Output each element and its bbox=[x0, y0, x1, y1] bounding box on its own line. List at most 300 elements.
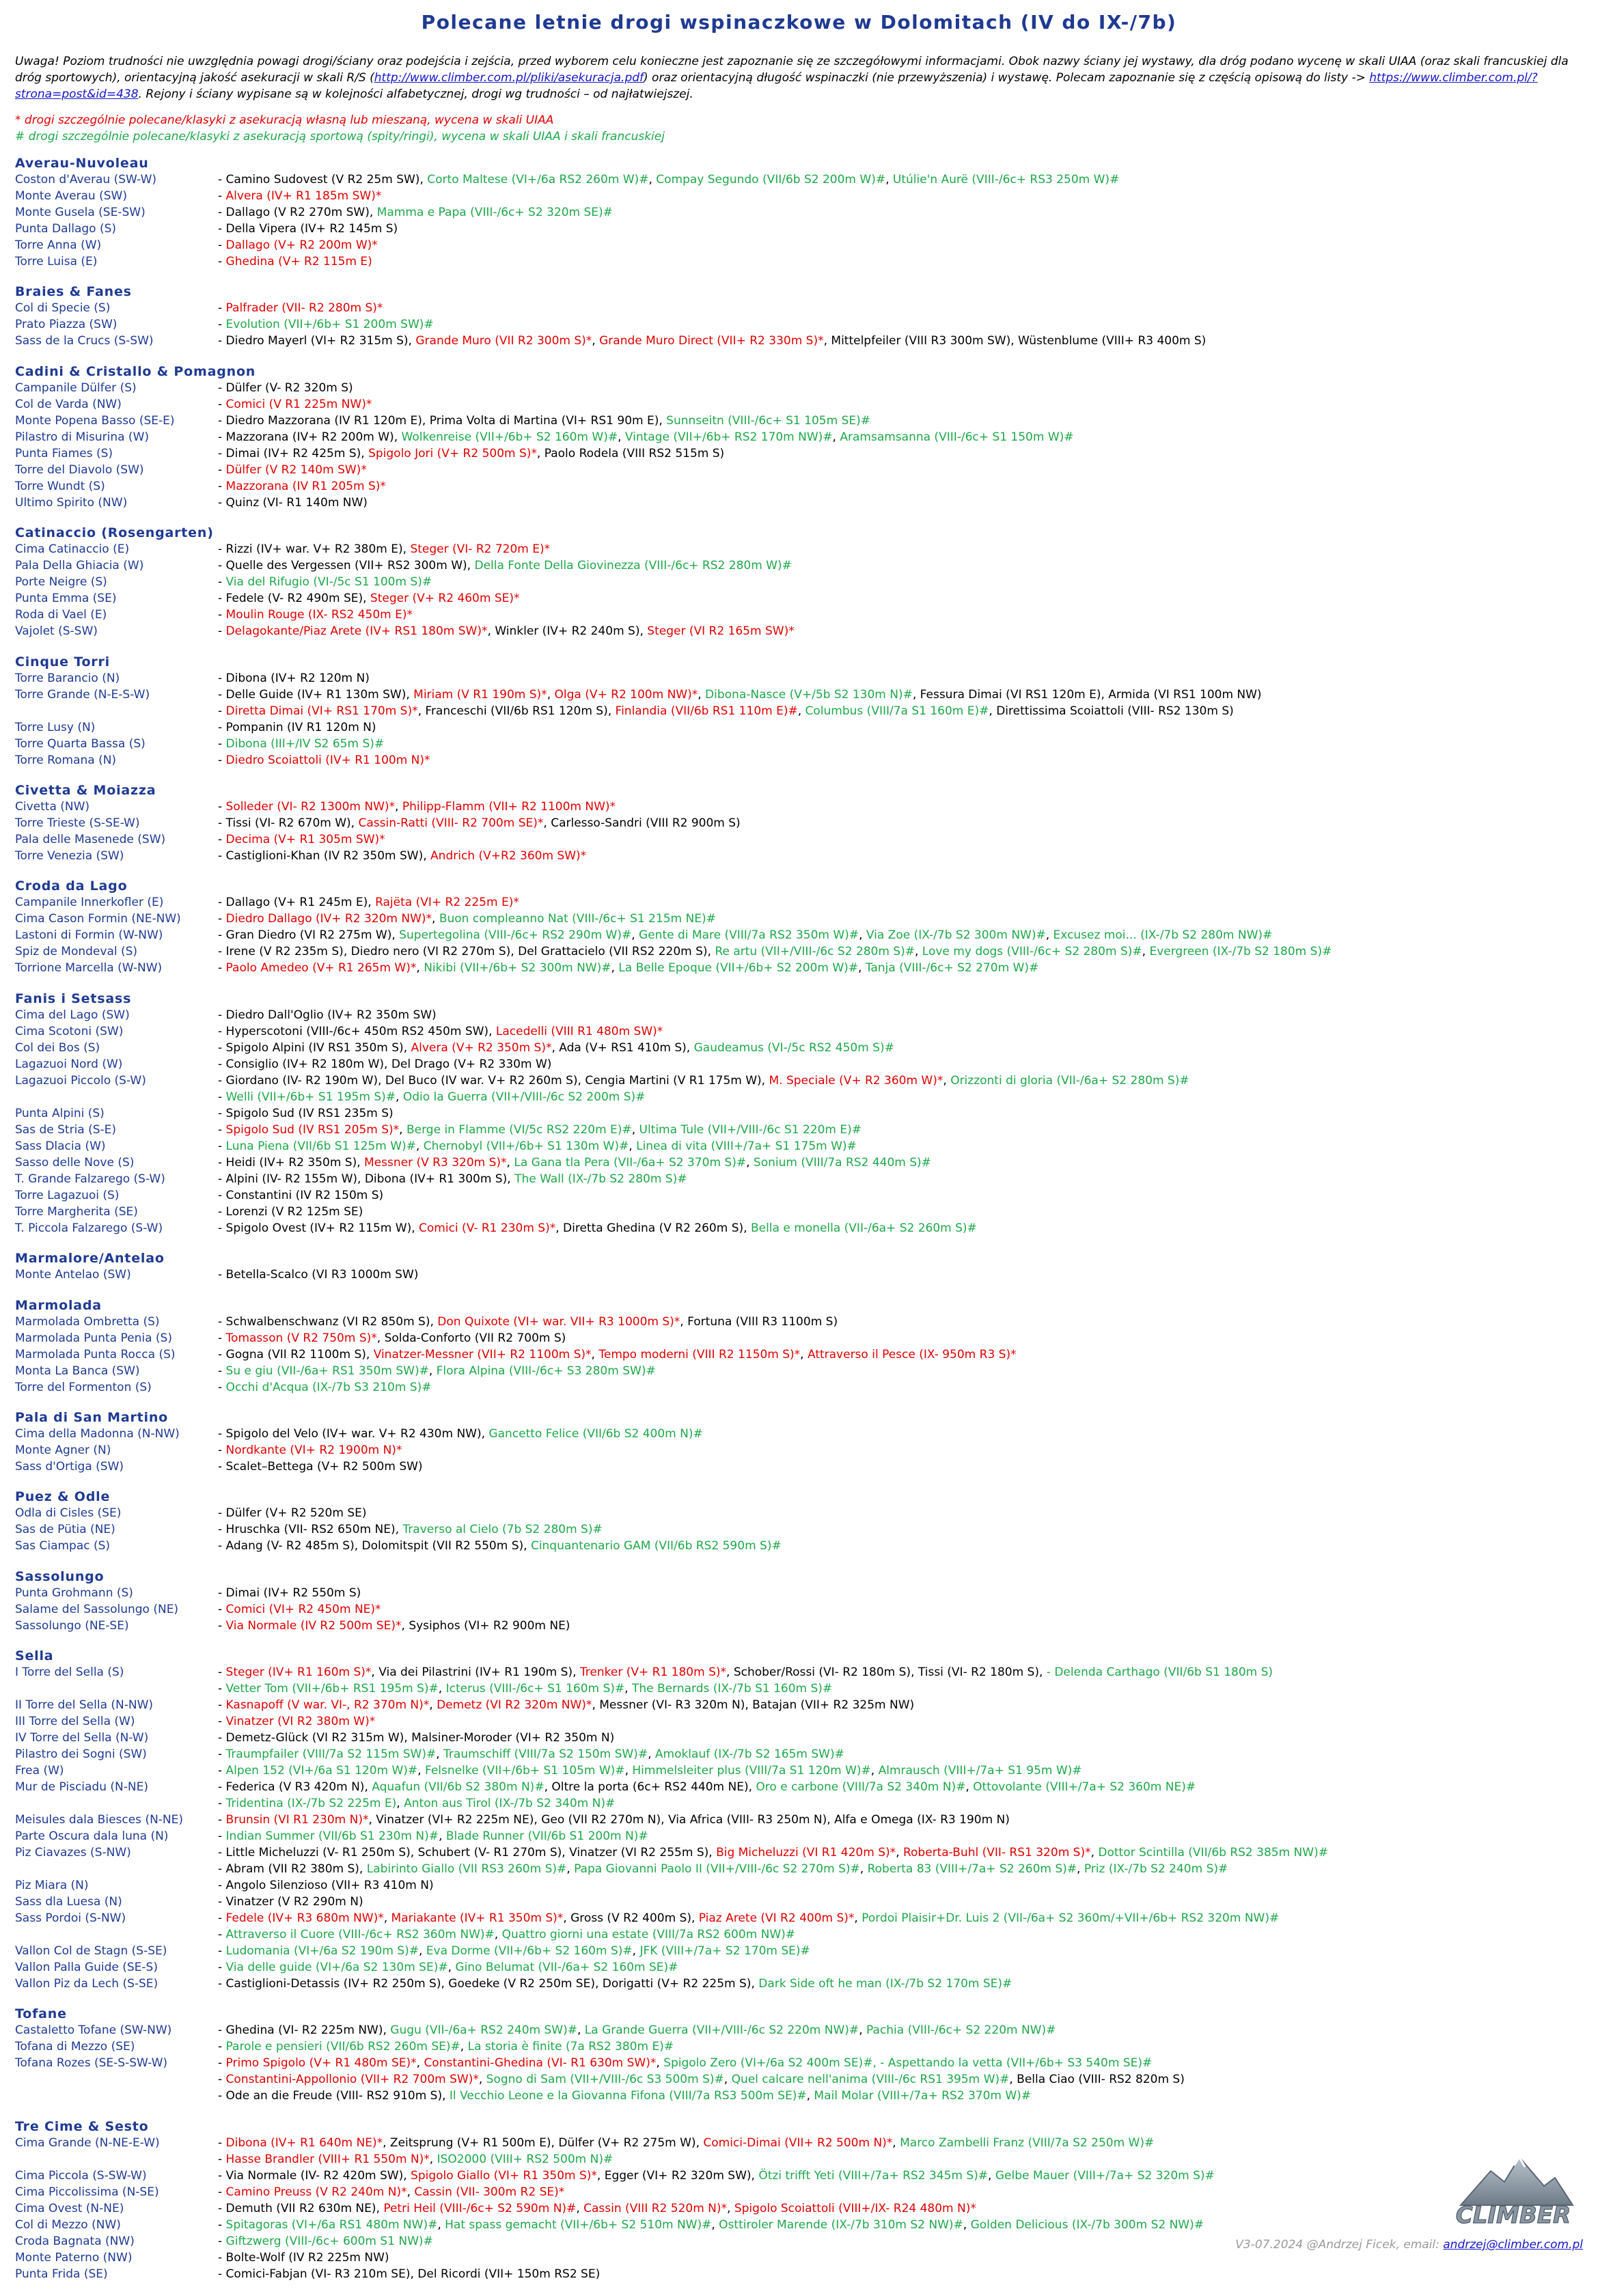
route-list-line: - Spigolo del Velo (IV+ war. V+ R2 430m NW), Gancetto Felice (VII/6b S2 400m N)# bbox=[218, 1426, 703, 1441]
wall-name: Sas de Pütia (NE) bbox=[15, 1523, 115, 1537]
wall-row bbox=[15, 1828, 1586, 1844]
route: Sysiphos (VI+ R2 900m NE) bbox=[409, 1618, 570, 1633]
route: Piaz Arete (VI R2 400m S)* bbox=[698, 1911, 855, 1926]
route-list-line: - Spitagoras (VI+/6a RS1 480m NW)#, Hat spass gemacht (VII+/6b+ S2 510m NW)#, Osttiroler Marende (IX-/7b 310m S2 NW)#, Golden Delicious (IX-/7b 300m S2 NW)# bbox=[218, 2217, 1204, 2232]
route: Berge in Flamme (VI/5c RS2 220m E)# bbox=[406, 1122, 632, 1137]
route: Grande Muro (VII R2 300m S)* bbox=[415, 334, 592, 348]
route: Mazzorana (IV+ R2 200m W) bbox=[225, 430, 394, 444]
route: Solleder (VI- R2 1300m NW)* bbox=[225, 799, 396, 814]
route: Castiglioni-Khan (IV R2 350m SW) bbox=[225, 848, 424, 863]
route-list-line: - Castiglioni-Detassis (IV+ R2 250m S), Goedeke (V R2 250m SE), Dorigatti (V+ R2 225m S), Dark Side oft he man (IX-/7b S2 170m SE)# bbox=[218, 1977, 1012, 1991]
region-title: Cadini & Cristallo & Pomagnon bbox=[15, 363, 256, 379]
route: Alfa e Omega (IX- R3 190m N) bbox=[834, 1813, 1010, 1827]
page-title: Polecane letnie drogi wspinaczkowe w Dolomitach (IV do IX-/7b) bbox=[421, 11, 1177, 33]
wall-name: Mur de Pisciadu (N-NE) bbox=[15, 1780, 148, 1795]
wall-row bbox=[15, 2151, 1586, 2168]
wall-name: I Torre del Sella (S) bbox=[15, 1665, 124, 1680]
wall-name: Sassolungo (NE-SE) bbox=[15, 1618, 129, 1633]
route: Attraverso il Cuore (VIII-/6c+ RS2 360m NW)# bbox=[225, 1928, 495, 1942]
wall-name: Torre Anna (W) bbox=[15, 238, 102, 252]
route: Pordoi Plaisir+Dr. Luis 2 (VII-/6a+ S2 360m/+VII+/6b+ RS2 320m NW)# bbox=[862, 1911, 1280, 1926]
route: The Bernards (IX-/7b S1 160m S)# bbox=[631, 1682, 833, 1696]
route-list-line: - Dibona (IV+ R1 640m NE)*, Zeitsprung (V+ R1 500m E), Dülfer (V+ R2 275m W), Comici-Dimai (VII+ R2 500m N)*, Marco Zambelli Franz (VIII/7a S2 250m W)# bbox=[218, 2135, 1155, 2150]
wall-row bbox=[15, 333, 1586, 349]
wall-row bbox=[15, 719, 1586, 736]
route: Diedro Dallago (IV+ R2 320m NW)* bbox=[225, 912, 432, 926]
route: Little Micheluzzi (V- R1 250m S) bbox=[225, 1846, 411, 1860]
wall-row bbox=[15, 736, 1586, 752]
route: Tissi (VI- R2 670m W) bbox=[225, 816, 351, 830]
route-list-line: - Constantini-Appollonio (VII+ R2 700m SW)*, Sogno di Sam (VII+/VIII-/6c S3 500m S)#, Quel calcare nell'anima (VIII-/6c RS1 395m W)#, Bella Ciao (VIII- RS2 820m S) bbox=[218, 2073, 1185, 2087]
route: Steger (VI- R2 720m E)* bbox=[410, 542, 551, 557]
wall-row bbox=[15, 848, 1586, 864]
route-list-line: - Luna Piena (VII/6b S1 125m W)#, Chernobyl (VII+/6b+ S1 130m W)#, Linea di vita (VIII+/7a+ S1 175m W)# bbox=[218, 1139, 857, 1153]
wall-name: Pilastro dei Sogni (SW) bbox=[15, 1747, 147, 1762]
route-list-line: - Angolo Silenzioso (VII+ R3 410m N) bbox=[218, 1879, 434, 1893]
route: Aramsamsanna (VIII-/6c+ S1 150m W)# bbox=[840, 430, 1074, 444]
route-list-line: - Hruschka (VII- RS2 650m NE), Traverso al Cielo (7b S2 280m S)# bbox=[218, 1523, 603, 1537]
wall-name: Torre Grande (N-E-S-W) bbox=[15, 687, 150, 702]
route-list-line: - Dallago (V R2 270m SW), Mamma e Papa (VIII-/6c+ S2 320m SE)# bbox=[218, 206, 613, 219]
route: Luna Piena (VII/6b S1 125m W)# bbox=[225, 1139, 416, 1153]
route: Prima Volta di Martina (VI+ RS1 90m E) bbox=[429, 413, 659, 428]
route: Dibona (IV+ R1 300m S) bbox=[364, 1172, 508, 1186]
wall-name: Torre Trieste (S-SE-W) bbox=[15, 816, 140, 830]
route: Adang (V- R2 485m S) bbox=[225, 1539, 355, 1553]
wall-row bbox=[15, 1943, 1586, 1959]
wall-row bbox=[15, 2184, 1586, 2200]
route: Cinquantenario GAM (VII/6b RS2 590m S)# bbox=[530, 1539, 782, 1553]
route: Federica (V R3 420m N) bbox=[225, 1780, 365, 1795]
region-title: Civetta & Moiazza bbox=[15, 782, 156, 798]
route-list-line: - Federica (V R3 420m N), Aquafun (VII/6b S2 380m N)#, Oltre la porta (6c+ RS2 440m NE), Oro e carbone (VIII/7a S2 340m N)#, Ottovolante (VIII+/7a+ S2 360m NE)# bbox=[218, 1780, 1196, 1795]
route-list-line: - Tissi (VI- R2 670m W), Cassin-Ratti (VIII- R2 700m SE)*, Carlesso-Sandri (VIII R2 900m S) bbox=[218, 816, 741, 830]
route: Roberta-Buhl (VII- RS1 320m S)* bbox=[903, 1846, 1091, 1860]
intro-link-asekuracja[interactable]: http://www.climber.com.pl/pliki/asekuracja.pdf bbox=[374, 71, 644, 85]
wall-name: Vallon Piz da Lech (S-SE) bbox=[15, 1977, 159, 1991]
route: Attraverso il Pesce (IX- 950m R3 S)* bbox=[807, 1347, 1017, 1361]
route-list-line: - Giftzwerg (VIII-/6c+ 600m S1 NW)# bbox=[218, 2234, 433, 2248]
region-section bbox=[15, 1297, 1586, 1396]
route-list-line: - Vinatzer (V R2 290m N) bbox=[218, 1895, 363, 1909]
wall-name: Monte Popena Basso (SE-E) bbox=[15, 413, 175, 428]
route-list-line: - Demetz-Glück (VI R2 315m W), Malsiner-Moroder (VI+ R2 350m N) bbox=[218, 1731, 615, 1745]
route: Gross (V R2 400m S) bbox=[570, 1911, 691, 1926]
wall-row bbox=[15, 1910, 1586, 1926]
route: Dibona (IV+ R2 120m N) bbox=[225, 671, 370, 685]
route: Batajan (VII+ R2 325m NW) bbox=[752, 1698, 915, 1713]
route: La Grande Guerra (VII+/VIII-/6c S2 220m NW)# bbox=[584, 2023, 859, 2038]
route-list-line: - Dülfer (V+ R2 520m SE) bbox=[218, 1506, 367, 1521]
route-list-line: - Dimai (IV+ R2 550m S) bbox=[218, 1586, 361, 1600]
wall-name: Torre Luisa (E) bbox=[15, 255, 98, 268]
wall-name: Sass de la Crucs (S-SW) bbox=[15, 334, 154, 348]
route: Dallago (V+ R1 245m E) bbox=[225, 896, 368, 910]
route: Del Drago (V+ R2 330m W) bbox=[391, 1057, 552, 1071]
route: Marco Zambelli Franz (VIII/7a S2 250m W)# bbox=[900, 2135, 1155, 2150]
route-list-line: - Via del Rifugio (VI-/5c S1 100m S)# bbox=[218, 575, 432, 590]
route: Gancetto Felice (VII/6b S2 400m N)# bbox=[488, 1426, 703, 1441]
route-list-line: - Comici (VI+ R2 450m NE)* bbox=[218, 1602, 381, 1616]
route-list-line: - Constantini (IV R2 150m S) bbox=[218, 1188, 384, 1202]
wall-name bbox=[15, 1795, 218, 1812]
wall-row bbox=[15, 1204, 1586, 1220]
route: Paolo Amedeo (V+ R1 265m W)* bbox=[225, 961, 417, 976]
route: Dülfer (V R2 140m SW)* bbox=[225, 462, 367, 477]
wall-row bbox=[15, 2071, 1586, 2088]
route: Hat spass gemacht (VII+/6b+ S2 510m NW)# bbox=[445, 2217, 712, 2232]
route: Sunnseitn (VIII-/6c+ S1 105m SE)# bbox=[666, 413, 870, 428]
wall-name: Punta Dallago (S) bbox=[15, 222, 117, 236]
route: Comici-Dimai (VII+ R2 500m N)* bbox=[703, 2135, 893, 2150]
route-list-line: - Irene (V R2 235m S), Diedro nero (VI R2 270m S), Del Grattacielo (VII RS2 220m S), Re artu (VII+/VIII-/6c S2 280m S)#, Love my dogs (VIII-/6c+ S2 280m S)#, Evergreen (IX-/7b S2 180m S)# bbox=[218, 945, 1332, 959]
route: Spigolo del Velo (IV+ war. V+ R2 430m NW) bbox=[225, 1426, 482, 1441]
wall-row bbox=[15, 1171, 1586, 1187]
route-list-line: - Camino Sudovest (V R2 25m SW), Corto Maltese (VI+/6a RS2 260m W)#, Compay Segundo (VII/6b S2 200m W)#, Utúlie'n Aurë (VIII-/6c+ RS3 250m W)# bbox=[218, 173, 1120, 186]
wall-name: Meisules dala Biesces (N-NE) bbox=[15, 1813, 184, 1827]
route: Tanja (VIII-/6c+ S2 270m W)# bbox=[865, 961, 1039, 976]
route: Traverso al Cielo (7b S2 280m S)# bbox=[402, 1523, 603, 1537]
wall-name: Piz Ciavazes (S-NW) bbox=[15, 1846, 131, 1860]
route: Winkler (IV+ R2 240m S) bbox=[495, 624, 640, 639]
route: Occhi d'Acqua (IX-/7b S3 210m S)# bbox=[225, 1380, 432, 1394]
route: Spigolo Ovest (IV+ R2 115m W) bbox=[225, 1221, 412, 1235]
route: Su e giu (VII-/6a+ RS1 350m SW)# bbox=[225, 1364, 429, 1378]
route: Schober/Rossi (VI- R2 180m S) bbox=[733, 1665, 911, 1680]
route: Almrausch (VIII+/7a+ S1 95m W)# bbox=[878, 1764, 1082, 1778]
wall-name bbox=[15, 1089, 218, 1105]
route: Schwalbenschwanz (VI R2 850m S) bbox=[225, 1314, 430, 1329]
route: Steger (VI R2 165m SW)* bbox=[647, 624, 795, 639]
route: Alvera (V+ R2 350m S)* bbox=[411, 1040, 552, 1055]
route-list-line: - Alvera (IV+ R1 185m SW)* bbox=[218, 189, 382, 203]
route-list-line: - Tomasson (V R2 750m S)*, Solda-Conforto (VII R2 700m S) bbox=[218, 1331, 566, 1345]
route-list-line: - Delagokante/Piaz Arete (IV+ RS1 180m SW)*, Winkler (IV+ R2 240m S), Steger (VI R2 165m SW)* bbox=[218, 624, 795, 639]
route: Dorigatti (V+ R2 225m S) bbox=[602, 1977, 752, 1991]
route-list-line: - Nordkante (VI+ R2 1900m N)* bbox=[218, 1443, 402, 1457]
wall-row bbox=[15, 429, 1586, 445]
route-list-line: - Attraverso il Cuore (VIII-/6c+ RS2 360m NW)#, Quattro giorni una estate (VIII/7a RS2 600m NW)# bbox=[218, 1928, 796, 1942]
route: Dark Side oft he man (IX-/7b S2 170m SE)# bbox=[758, 1977, 1012, 1991]
route: Goedeke (V R2 250m SE) bbox=[448, 1977, 595, 1991]
route-list-line: - Diedro Mazzorana (IV R1 120m E), Prima Volta di Martina (VI+ RS1 90m E), Sunnseitn (VIII-/6c+ S1 105m SE)# bbox=[218, 413, 870, 428]
route: Fedele (IV+ R3 680m NW)* bbox=[225, 1911, 384, 1926]
route: Spigolo Scoiattoli (VIII+/IX- R24 480m N)* bbox=[734, 2201, 976, 2215]
route: Sonium (VIII/7a RS2 440m S)# bbox=[753, 1155, 931, 1170]
wall-name: Marmolada Ombretta (S) bbox=[15, 1314, 160, 1329]
intro-link-post[interactable]: https://www.climber.com.pl/?strona=post&id=438 bbox=[15, 71, 1538, 101]
route: Spigolo Jori (V+ R2 500m S)* bbox=[368, 446, 537, 460]
route: Kasnapoff (V war. VI-, R2 370m N)* bbox=[225, 1698, 430, 1713]
wall-row bbox=[15, 943, 1586, 960]
route: Comici (V- R1 230m S)* bbox=[419, 1221, 556, 1235]
route: Golden Delicious (IX-/7b 300m S2 NW)# bbox=[970, 2217, 1204, 2232]
wall-name: Punta Frida (SE) bbox=[15, 2267, 108, 2281]
wall-row bbox=[15, 670, 1586, 687]
route: Fessura Dimai (VI RS1 120m E) bbox=[920, 687, 1101, 702]
wall-row bbox=[15, 1089, 1586, 1105]
route: Nikibi (VII+/6b+ S2 300m NW)# bbox=[424, 961, 611, 976]
wall-row bbox=[15, 703, 1586, 719]
wall-name: Cima del Lago (SW) bbox=[15, 1008, 130, 1022]
wall-row bbox=[15, 204, 1586, 221]
wall-row bbox=[15, 1040, 1586, 1056]
wall-row bbox=[15, 1844, 1586, 1861]
wall-name: Civetta (NW) bbox=[15, 799, 90, 814]
wall-name: Sass dla Luesa (N) bbox=[15, 1895, 122, 1909]
route: Vintage (VII+/6b+ RS2 170m NW)# bbox=[624, 430, 833, 444]
route: Ode an die Freude (VIII- RS2 910m S) bbox=[225, 2089, 443, 2103]
route-list-line: - Pompanin (IV R1 120m N) bbox=[218, 720, 376, 734]
route-list-line: - Mazzorana (IV+ R2 200m W), Wolkenreise (VII+/6b+ S2 160m W)#, Vintage (VII+/6b+ RS2 170m NW)#, Aramsamsanna (VIII-/6c+ S1 150m W)# bbox=[218, 430, 1074, 444]
route: Oltre la porta (6c+ RS2 440m NE) bbox=[551, 1780, 749, 1795]
route: Tomasson (V R2 750m S)* bbox=[225, 1331, 377, 1345]
wall-row bbox=[15, 380, 1586, 396]
route-list-line: - Ghedina (V+ R2 115m E) bbox=[218, 255, 372, 268]
route-list-line: - Spigolo Sud (IV RS1 235m S) bbox=[218, 1106, 394, 1120]
route: Il Vecchio Leone e la Giovanna Fifona (VIII/7a RS3 500m SE)# bbox=[449, 2089, 807, 2103]
route: Steger (IV+ R1 160m S)* bbox=[225, 1665, 372, 1680]
wall-name: Sas de Stria (S-E) bbox=[15, 1122, 117, 1137]
wall-row bbox=[15, 2088, 1586, 2104]
wall-row bbox=[15, 1458, 1586, 1475]
wall-name: III Torre del Sella (W) bbox=[15, 1715, 135, 1729]
footer-text: V3-07.2024 @Andrzej Ficek, email: bbox=[1235, 2238, 1444, 2252]
wall-row bbox=[15, 1007, 1586, 1023]
route: Amoklauf (IX-/7b S2 165m SW)# bbox=[655, 1747, 844, 1762]
route: ISO2000 (VIII+ RS2 500m N)# bbox=[437, 2152, 614, 2166]
route-list bbox=[15, 155, 1586, 2296]
route: Spigolo Alpini (IV RS1 350m S) bbox=[225, 1040, 404, 1055]
wall-name: Cima Piccolissima (N-SE) bbox=[15, 2185, 159, 2199]
wall-name: T. Grande Falzarego (S-W) bbox=[15, 1172, 165, 1186]
route-list-line: - Gogna (VII R2 1100m S), Vinatzer-Messner (VII+ R2 1100m S)*, Tempo moderni (VIII R2 1150m S)*, Attraverso il Pesce (IX- 950m R3 S)* bbox=[218, 1347, 1017, 1361]
wall-row bbox=[15, 687, 1586, 703]
route: Primo Spigolo (V+ R1 480m SE)* bbox=[225, 2056, 417, 2071]
wall-name: Torre Venezia (SW) bbox=[15, 848, 124, 863]
wall-name: Pilastro di Misurina (W) bbox=[15, 430, 150, 444]
route: Osttiroler Marende (IX-/7b 310m S2 NW)# bbox=[719, 2217, 963, 2232]
wall-name: Piz Miara (N) bbox=[15, 1879, 89, 1893]
wall-name: Monte Averau (SW) bbox=[15, 189, 127, 203]
wall-row bbox=[15, 1959, 1586, 1976]
route-list-line: - Tridentina (IX-/7b S2 225m E), Anton aus Tirol (IX-/7b S2 340m N)# bbox=[218, 1797, 616, 1811]
wall-name: IV Torre del Sella (N-W) bbox=[15, 1731, 149, 1745]
wall-name: Roda di Vael (E) bbox=[15, 608, 107, 622]
wall-name: Torre del Diavolo (SW) bbox=[15, 462, 144, 477]
route: Gugu (VII-/6a+ RS2 240m SW)# bbox=[390, 2023, 577, 2038]
route: Bella e monella (VII-/6a+ S2 260m S)# bbox=[750, 1221, 977, 1235]
region-section bbox=[15, 2118, 1586, 2282]
route: Vetter Tom (VII+/6b+ RS1 195m S)# bbox=[225, 1682, 439, 1696]
wall-name: II Torre del Sella (N-NW) bbox=[15, 1698, 154, 1713]
route: M. Speciale (V+ R2 360m W)* bbox=[769, 1073, 943, 1088]
route-list-line: - Fedele (V- R2 490m SE), Steger (V+ R2 460m SE)* bbox=[218, 592, 520, 606]
wall-row bbox=[15, 237, 1586, 253]
wall-name: Torre Quarta Bassa (S) bbox=[15, 736, 146, 751]
route: Dimai (IV+ R2 425m S) bbox=[225, 446, 361, 460]
route: Flora Alpina (VIII-/6c+ S3 280m SW)# bbox=[436, 1364, 656, 1378]
wall-row bbox=[15, 1505, 1586, 1521]
route: Comici (V R1 225m NW)* bbox=[225, 397, 372, 411]
wall-row bbox=[15, 607, 1586, 623]
route: Geo (VII R2 270m N) bbox=[541, 1813, 661, 1827]
wall-row bbox=[15, 1713, 1586, 1730]
route: Re artu (VII+/VIII-/6c S2 280m S)# bbox=[715, 945, 915, 959]
route-list-line: - Dallago (V+ R1 245m E), Rajëta (VI+ R2 225m E)* bbox=[218, 896, 519, 910]
route-list-line: - Alpini (IV- R2 155m W), Dibona (IV+ R1 300m S), The Wall (IX-/7b S2 280m S)# bbox=[218, 1172, 687, 1186]
wall-row bbox=[15, 752, 1586, 769]
wall-row bbox=[15, 2250, 1586, 2266]
wall-name: Torre del Formenton (S) bbox=[15, 1380, 152, 1394]
route: Gino Belumat (VII-/6a+ S2 160m SE)# bbox=[455, 1961, 678, 1975]
route: Moulin Rouge (IX- RS2 450m E)* bbox=[225, 608, 413, 622]
route: Irene (V R2 235m S) bbox=[225, 945, 344, 959]
route-list-line: - Hyperscotoni (VIII-/6c+ 450m RS2 450m SW), Lacedelli (VIII R1 480m SW)* bbox=[218, 1024, 663, 1038]
route-list-line: - Primo Spigolo (V+ R1 480m SE)*, Constantini-Ghedina (VI- R1 630m SW)*, Spigolo Zero (VI+/6a S2 400m SE)#, - Aspettando la vetta (VII+/6b+ S3 540m SE)# bbox=[218, 2056, 1153, 2071]
route: Indian Summer (VII/6b S1 230m N)# bbox=[225, 1829, 439, 1844]
route: Ultima Tule (VII+/VIII-/6c S1 220m E)# bbox=[639, 1122, 862, 1137]
route-list-line: - Occhi d'Acqua (IX-/7b S3 210m S)# bbox=[218, 1380, 432, 1394]
route: Dülfer (V- R2 320m S) bbox=[225, 381, 353, 395]
route: Miriam (V R1 190m S)* bbox=[413, 687, 547, 702]
wall-name: Campanile Dülfer (S) bbox=[15, 381, 137, 395]
wall-row bbox=[15, 2135, 1586, 2151]
route-list-line: - Gran Diedro (VI R2 275m W), Supertegolina (VIII-/6c+ RS2 290m W)#, Gente di Mare (VIII/7a RS2 350m W)#, Via Zoe (IX-/7b S2 300m NW)#, Excusez moi... (IX-/7b S2 280m NW)# bbox=[218, 928, 1273, 943]
wall-name bbox=[15, 703, 218, 719]
route: Mariakante (IV+ R1 350m S)* bbox=[391, 1911, 564, 1926]
route: Della Fonte Della Giovinezza (VIII-/6c+ RS2 280m W)# bbox=[474, 559, 792, 573]
route: Ötzi trifft Yeti (VIII+/7a+ RS2 345m S)# bbox=[758, 2168, 989, 2183]
route: Diedro Mazzorana (IV R1 120m E) bbox=[225, 413, 422, 428]
route-list-line: - Kasnapoff (V war. VI-, R2 370m N)*, Demetz (VI R2 320m NW)*, Messner (VI- R3 320m N), Batajan (VII+ R2 325m NW) bbox=[218, 1698, 915, 1713]
route: Gogna (VII R2 1100m S) bbox=[225, 1347, 366, 1361]
route: Parole e pensieri (VII/6b RS2 260m SE)# bbox=[225, 2040, 460, 2054]
route: Supertegolina (VIII-/6c+ RS2 290m W)# bbox=[399, 928, 632, 943]
route: Columbus (VIII/7a S1 160m E)# bbox=[805, 704, 989, 718]
route-list-line: - Spigolo Sud (IV RS1 205m S)*, Berge in Flamme (VI/5c RS2 220m E)#, Ultima Tule (VII+/VIII-/6c S1 220m E)# bbox=[218, 1122, 862, 1137]
route-list-line: - Alpen 152 (VI+/6a S1 120m W)#, Felsnelke (VII+/6b+ S1 105m W)#, Himmelsleiter plus (VIII/7a S1 120m W)#, Almrausch (VIII+/7a+ S1 95m W)# bbox=[218, 1764, 1082, 1778]
route-list-line: - Diedro Dall'Oglio (IV+ R2 350m SW) bbox=[218, 1008, 437, 1022]
wall-name: Torre Lagazuoi (S) bbox=[15, 1188, 120, 1202]
wall-row bbox=[15, 1220, 1586, 1236]
wall-row bbox=[15, 300, 1586, 316]
route-list-line: - Via Normale (IV- R2 420m SW), Spigolo Giallo (VI+ R1 350m S)*, Egger (VI+ R2 320m SW), Ötzi trifft Yeti (VIII+/7a+ RS2 345m S)#, Gelbe Mauer (VIII+/7a+ S2 320m S)# bbox=[218, 2168, 1215, 2183]
wall-row bbox=[15, 413, 1586, 429]
region-section bbox=[15, 782, 1586, 864]
route: Cassin-Ratti (VIII- R2 700m SE)* bbox=[358, 816, 544, 830]
route: Della Vipera (IV+ R2 145m S) bbox=[225, 222, 398, 236]
route: Evergreen (IX-/7b S2 180m S)# bbox=[1149, 945, 1332, 959]
wall-name: Punta Grohmann (S) bbox=[15, 1586, 133, 1600]
region-title: Catinaccio (Rosengarten) bbox=[15, 525, 214, 541]
wall-name bbox=[15, 2071, 218, 2088]
route: Alpen 152 (VI+/6a S1 120m W)# bbox=[225, 1764, 418, 1778]
route-list-line: - Ludomania (VI+/6a S2 190m S)#, Eva Dorme (VII+/6b+ S2 160m S)#, JFK (VIII+/7a+ S2 170m SE)# bbox=[218, 1944, 810, 1959]
wall-row bbox=[15, 799, 1586, 815]
route: Olga (V+ R2 100m NW)* bbox=[554, 687, 698, 702]
wall-row bbox=[15, 171, 1586, 188]
region-section bbox=[15, 1409, 1586, 1475]
route: Consiglio (IV+ R2 180m W) bbox=[225, 1057, 385, 1071]
route: Diedro Scoiattoli (IV+ R1 100m N)* bbox=[225, 753, 430, 767]
route: Vinatzer (VI R2 255m S) bbox=[569, 1846, 709, 1860]
route: Hasse Brandler (VIII+ R1 550m N)* bbox=[225, 2152, 430, 2166]
route: Zeitsprung (V+ R1 500m E) bbox=[389, 2135, 551, 2150]
route: Dülfer (V+ R2 520m SE) bbox=[225, 1506, 367, 1521]
wall-row bbox=[15, 541, 1586, 557]
wall-name: Frea (W) bbox=[15, 1764, 64, 1778]
footer-email-link[interactable]: andrzej@climber.com.pl bbox=[1443, 2238, 1583, 2252]
route-list-line: - Traumpfailer (VIII/7a S2 115m SW)#, Traumschiff (VIII/7a S2 150m SW)#, Amoklauf (IX-/7b S2 165m SW)# bbox=[218, 1747, 844, 1762]
route: Dibona (III+/IV S2 65m S)# bbox=[225, 736, 385, 751]
wall-name: Sasso delle Nove (S) bbox=[15, 1155, 135, 1170]
wall-name: Col di Specie (S) bbox=[15, 301, 111, 316]
wall-row bbox=[15, 1697, 1586, 1713]
mountain-icon bbox=[1461, 2157, 1573, 2205]
route-list-line: - Dibona (III+/IV S2 65m S)# bbox=[218, 736, 385, 751]
wall-row bbox=[15, 574, 1586, 590]
wall-name: Spiz de Mondeval (S) bbox=[15, 945, 138, 959]
route: Giordano (IV- R2 190m W) bbox=[225, 1073, 378, 1088]
route-list-line: - Giordano (IV- R2 190m W), Del Buco (IV war. V+ R2 260m S), Cengia Martini (V R1 175m W), M. Speciale (V+ R2 360m W)*, Orizzonti di gloria (VII-/6a+ S2 280m S)# bbox=[218, 1073, 1189, 1088]
wall-name: Torre Romana (N) bbox=[15, 753, 117, 767]
route: Spigolo Sud (IV RS1 205m S)* bbox=[225, 1122, 400, 1137]
wall-name: Marmolada Punta Rocca (S) bbox=[15, 1347, 176, 1361]
route: Demetz (VI R2 320m NW)* bbox=[437, 1698, 592, 1713]
wall-name: Coston d'Averau (SW-W) bbox=[15, 173, 157, 186]
wall-name: Tofana di Mezzo (SE) bbox=[15, 2040, 135, 2054]
route-list-line: - Delle Guide (IV+ R1 130m SW), Miriam (V R1 190m S)*, Olga (V+ R2 100m NW)*, Dibona-Nasce (V+/5b S2 130m N)#, Fessura Dimai (VI RS1 120m E), Armida (VI RS1 100m NW) bbox=[218, 687, 1262, 702]
route-list-line: - Welli (VII+/6b+ S1 195m S)#, Odio la Guerra (VII+/VIII-/6c S2 200m S)# bbox=[218, 1090, 646, 1104]
wall-row bbox=[15, 1618, 1586, 1634]
route: Giftzwerg (VIII-/6c+ 600m S1 NW)# bbox=[225, 2234, 433, 2248]
legend-red: * drogi szczególnie polecane/klasyki z asekuracją własną lub mieszaną, wycena w skali UIAA bbox=[15, 113, 554, 127]
intro-text-1: Uwaga! Poziom trudności nie uwzględnia powagi drogi/ściany oraz podejścia i zejścia, przed wyborem celu konieczne jest zapoznanie się ze szczegółowymi informacjami. Obok nazwy ściany jej wystawy, dla dróg podano wycenę w skali UIAA (oraz skali francuskiej dla dróg sportowych), orientacyjną jakość asekuracji w skali R/S ( bbox=[15, 55, 1569, 85]
wall-row bbox=[15, 1680, 1586, 1697]
route-list-line: - Rizzi (IV+ war. V+ R2 380m E), Steger (VI- R2 720m E)* bbox=[218, 542, 551, 557]
region-title: Tofane bbox=[15, 2006, 67, 2022]
route: Via dei Pilastrini (IV+ R1 190m S) bbox=[378, 1665, 573, 1680]
route-list-line: - Dibona (IV+ R2 120m N) bbox=[218, 671, 370, 685]
wall-row bbox=[15, 557, 1586, 574]
wall-row bbox=[15, 1346, 1586, 1363]
route: Priz (IX-/7b S2 240m S)# bbox=[1084, 1862, 1228, 1877]
wall-name: Parte Oscura dala luna (N) bbox=[15, 1829, 169, 1844]
route: Dimai (IV+ R2 550m S) bbox=[225, 1586, 361, 1600]
route: Roberta 83 (VIII+/7a+ S2 260m S)# bbox=[867, 1862, 1077, 1877]
wall-row bbox=[15, 590, 1586, 607]
wall-name: Monte Agner (N) bbox=[15, 1443, 111, 1457]
route: Traumpfailer (VIII/7a S2 115m SW)# bbox=[225, 1747, 437, 1762]
wall-row bbox=[15, 2022, 1586, 2038]
route: Dallago (V+ R2 200m W)* bbox=[225, 238, 378, 252]
wall-name: Sass d'Ortiga (SW) bbox=[15, 1459, 124, 1474]
route: Via Normale (IV R2 500m SE)* bbox=[225, 1618, 402, 1633]
wall-row bbox=[15, 1138, 1586, 1154]
logo-text: CLIMBER bbox=[1455, 2202, 1571, 2229]
route: Dallago (V R2 270m SW) bbox=[225, 206, 370, 219]
route: Dolomitspit (VII R2 550m S) bbox=[361, 1539, 524, 1553]
route: Angolo Silenzioso (VII+ R3 410m N) bbox=[225, 1879, 434, 1893]
route: Quattro giorni una estate (VIII/7a RS2 600m NW)# bbox=[501, 1928, 796, 1942]
route: Solda-Conforto (VII R2 700m S) bbox=[384, 1331, 566, 1345]
route-list-line: - Ode an die Freude (VIII- RS2 910m S), Il Vecchio Leone e la Giovanna Fifona (VIII/7a RS3 500m SE)#, Mail Molar (VIII+/7a+ RS2 370m W)# bbox=[218, 2089, 1032, 2103]
region-section bbox=[15, 878, 1586, 976]
route: Quinz (VI- R1 140m NW) bbox=[225, 495, 368, 510]
wall-name: Campanile Innerkofler (E) bbox=[15, 896, 164, 910]
wall-name: Cima Scotoni (SW) bbox=[15, 1024, 124, 1038]
